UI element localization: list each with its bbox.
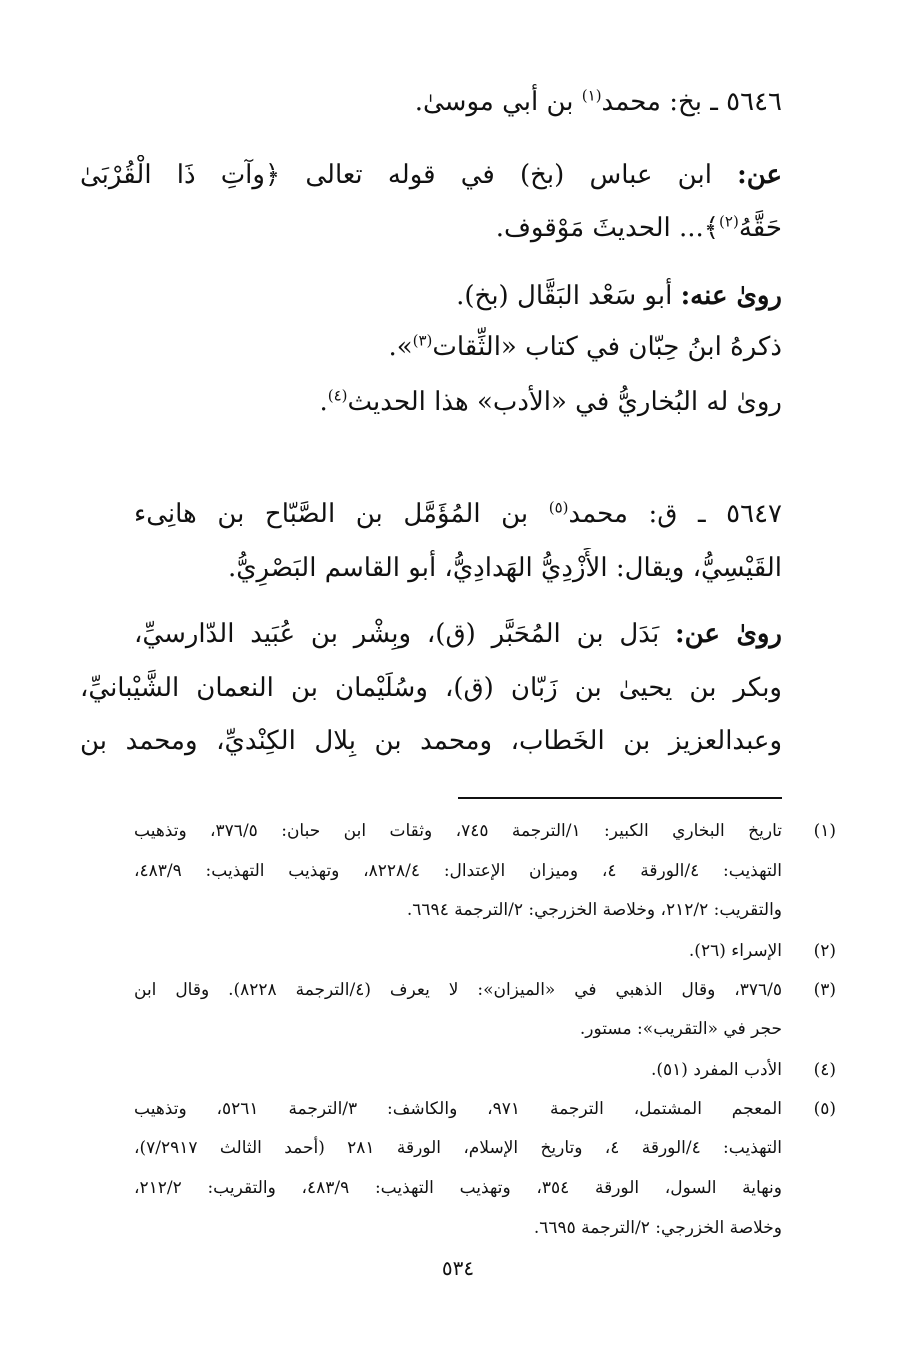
rawa-an-line-3: وعبدالعزيز بن الخَطاب، ومحمد بن بِلال الكِنْديِّ، ومحمد بن bbox=[80, 726, 782, 756]
footnote-number: (٢) bbox=[813, 941, 836, 961]
footnote-line: ونهاية السول، الورقة ٣٥٤، وتهذيب التهذيب: ٤٨٣/٩، والتقريب: ٢١٢/٢، bbox=[134, 1178, 782, 1198]
footnote-separator bbox=[458, 797, 782, 799]
footnote-line: حجر في «التقريب»: مستور. bbox=[579, 1019, 782, 1039]
footnote-ref-5[interactable]: (٥) bbox=[548, 498, 569, 517]
footnote-line: التهذيب: ٤/الورقة ٤، وميزان الإعتدال: ٨٢٢٨/٤، وتهذيب التهذيب: ٤٨٣/٩، bbox=[134, 861, 782, 881]
footnote-line: الإسراء (٢٦). bbox=[688, 941, 782, 961]
footnote-line: وخلاصة الخزرجي: ٢/الترجمة ٦٦٩٥. bbox=[533, 1218, 782, 1238]
footnote-number: (٤) bbox=[813, 1060, 836, 1080]
adab-line: روىٰ له البُخاريُّ في «الأدب» هذا الحديث$^{(٤)}$. bbox=[319, 386, 782, 417]
entry-heading-5647-line-1: ٥٦٤٧ ـ ق: محمد$^{(٥)}$ بن المُؤَمَّل بن الصَّبّاح بن هانِىء bbox=[134, 498, 782, 529]
footnote-line: الأدب المفرد (٥١). bbox=[650, 1060, 782, 1080]
an-label: عن: bbox=[737, 160, 782, 190]
page-number: ٥٣٤ bbox=[441, 1256, 475, 1280]
rawa-anhu-label: روىٰ عنه: bbox=[680, 281, 782, 311]
rawa-an-line-1: روىٰ عن: بَدَل بن المُحَبَّر (ق)، وبِشْر بن عُبَيد الدّارسيِّ، bbox=[134, 619, 782, 649]
footnote-ref-1[interactable]: (١) bbox=[581, 86, 602, 105]
footnote-number: (٣) bbox=[813, 980, 836, 1000]
rawa-anhu-line: روىٰ عنه: أبو سَعْد البَقَّال (بخ). bbox=[456, 281, 782, 311]
rawa-an-label: روىٰ عن: bbox=[675, 619, 782, 649]
footnote-line: تاريخ البخاري الكبير: ١/الترجمة ٧٤٥، وثقات ابن حبان: ٣٧٦/٥، وتذهيب bbox=[134, 821, 782, 841]
dhakara-line: ذكرهُ ابنُ حِبّان في كتاب «الثِّقات$^{(٣)}$». bbox=[388, 331, 782, 362]
footnote-ref-3[interactable]: (٣) bbox=[412, 331, 433, 350]
an-line-2: حَقَّهُ$^{(٢)}$﴾... الحديثَ مَوْقوف. bbox=[495, 212, 782, 243]
entry-heading-5647-line-2: القَيْسِيُّ، ويقال: الأَزْدِيُّ الهَدادِيُّ، أبو القاسم البَصْرِيُّ. bbox=[227, 553, 782, 583]
footnote-ref-2[interactable]: (٢) bbox=[719, 212, 739, 231]
an-line-1: عن: ابن عباس (بخ) في قوله تعالى ﴿وآتِ ذَا الْقُرْبَىٰ bbox=[80, 160, 782, 190]
footnote-line: المعجم المشتمل، الترجمة ٩٧١، والكاشف: ٣/الترجمة ٥٢٦١، وتذهيب bbox=[134, 1099, 782, 1119]
footnote-number: (٥) bbox=[813, 1099, 836, 1119]
entry-heading-5646: ٥٦٤٦ ـ بخ: محمد$^{(١)}$ بن أبي موسىٰ. bbox=[414, 86, 782, 117]
footnote-line: والتقريب: ٢١٢/٢، وخلاصة الخزرجي: ٢/الترجمة ٦٦٩٤. bbox=[406, 900, 782, 920]
footnote-line: التهذيب: ٤/الورقة ٤، وتاريخ الإسلام، الورقة ٢٨١ (أحمد الثالث ٧/٢٩١٧)، bbox=[134, 1138, 782, 1158]
footnote-line: ٣٧٦/٥، وقال الذهبي في «الميزان»: لا يعرف (٤/الترجمة ٨٢٢٨). وقال ابن bbox=[134, 980, 782, 1000]
footnote-ref-4[interactable]: (٤) bbox=[327, 386, 348, 405]
footnote-number: (١) bbox=[813, 821, 836, 841]
rawa-an-line-2: وبكر بن يحيىٰ بن زَبّان (ق)، وسُلَيْمان بن النعمان الشَّيْبانيِّ، bbox=[80, 673, 782, 703]
